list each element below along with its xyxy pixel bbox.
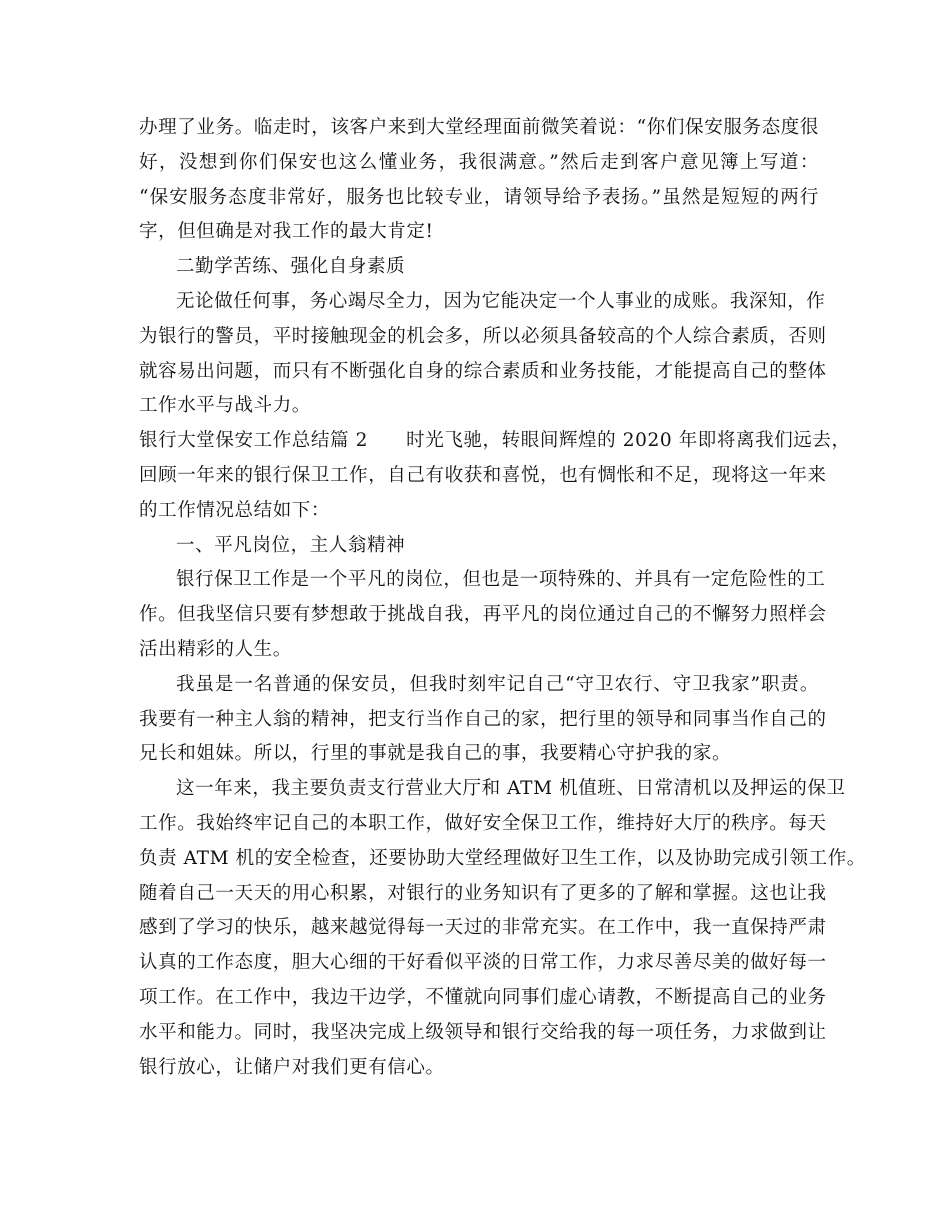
text-line: 感到了学习的快乐，越来越觉得每一天过的非常充实。在工作中，我一直保持严肃 (139, 917, 827, 939)
text-line: 办理了业务。临走时，该客户来到大堂经理面前微笑着说：“你们保安服务态度很 (139, 117, 819, 138)
text-line: 好，没想到你们保安也这么懂业务，我很满意。”然后走到客户意见簿上写道： (139, 151, 819, 173)
text-line: 二勤学苦练、强化自身素质 (176, 256, 406, 278)
text-line: 认真的工作态度，胆大心细的干好看似平淡的日常工作，力求尽善尽美的做好每一 (139, 952, 827, 974)
text-line: 我虽是一名普通的保安员，但我时刻牢记自己“守卫农行、守卫我家”职责。 (176, 673, 819, 695)
text-line: 无论做任何事，务心竭尽全力，因为它能决定一个人事业的成账。我深知，作 (176, 291, 826, 312)
text-line: 负责 ATM 机的安全检查，还要协助大堂经理做好卫生工作，以及协助完成引领工作。 (139, 847, 866, 869)
text-line: 水平和能力。同时，我坚决完成上级领导和银行交给我的每一项任务，力求做到让 (139, 1021, 827, 1043)
text-line: 兄长和姐妹。所以，行里的事就是我自己的事，我要精心守护我的家。 (139, 743, 732, 765)
text-line: 的工作情况总结如下： (139, 499, 331, 521)
text-line: 一、平凡岗位，主人翁精神 (176, 534, 406, 556)
text-line: 随着自己一天天的用心积累，对银行的业务知识有了更多的了解和掌握。这也让我 (139, 882, 827, 904)
text-line: 工作。我始终牢记自己的本职工作，做好安全保卫工作，维持好大厅的秩序。每天 (139, 813, 827, 834)
text-line: 回顾一年来的银行保卫工作，自己有收获和喜悦，也有惆怅和不足，现将这一年来 (139, 465, 827, 486)
text-line: “保安服务态度非常好，服务也比较专业，请领导给予表扬。”虽然是短短的两行 (139, 186, 819, 208)
text-line: 这一年来，我主要负责支行营业大厅和 ATM 机值班、日常清机以及押运的保卫 (176, 778, 846, 800)
text-line: 字，但但确是对我工作的最大肯定! (139, 221, 434, 243)
text-line: 为银行的警员，平时接触现金的机会多，所以必须具备较高的个人综合素质，否则 (139, 325, 827, 347)
text-line: 项工作。在工作中，我边干边学，不懂就向同事们虚心请教，不断提高自己的业务 (139, 987, 827, 1008)
text-line: 银行保卫工作是一个平凡的岗位，但也是一项特殊的、并具有一定危险性的工 (176, 569, 826, 591)
text-line: 作。但我坚信只要有梦想敢于挑战自我，再平凡的岗位通过自己的不懈努力照样会 (139, 604, 827, 626)
text-line: 活出精彩的人生。 (139, 639, 292, 660)
text-line: 我要有一种主人翁的精神，把支行当作自己的家，把行里的领导和同事当作自己的 (139, 708, 827, 730)
text-line: 银行大堂保安工作总结篇 2 时光飞驰，转眼间辉煌的 2020 年即将离我们远去， (139, 430, 851, 452)
text-line: 银行放心，让储户对我们更有信心。 (139, 1056, 445, 1078)
text-line: 工作水平与战斗力。 (139, 395, 311, 417)
text-line: 就容易出问题，而只有不断强化自身的综合素质和业务技能，才能提高自己的整体 (139, 360, 827, 382)
